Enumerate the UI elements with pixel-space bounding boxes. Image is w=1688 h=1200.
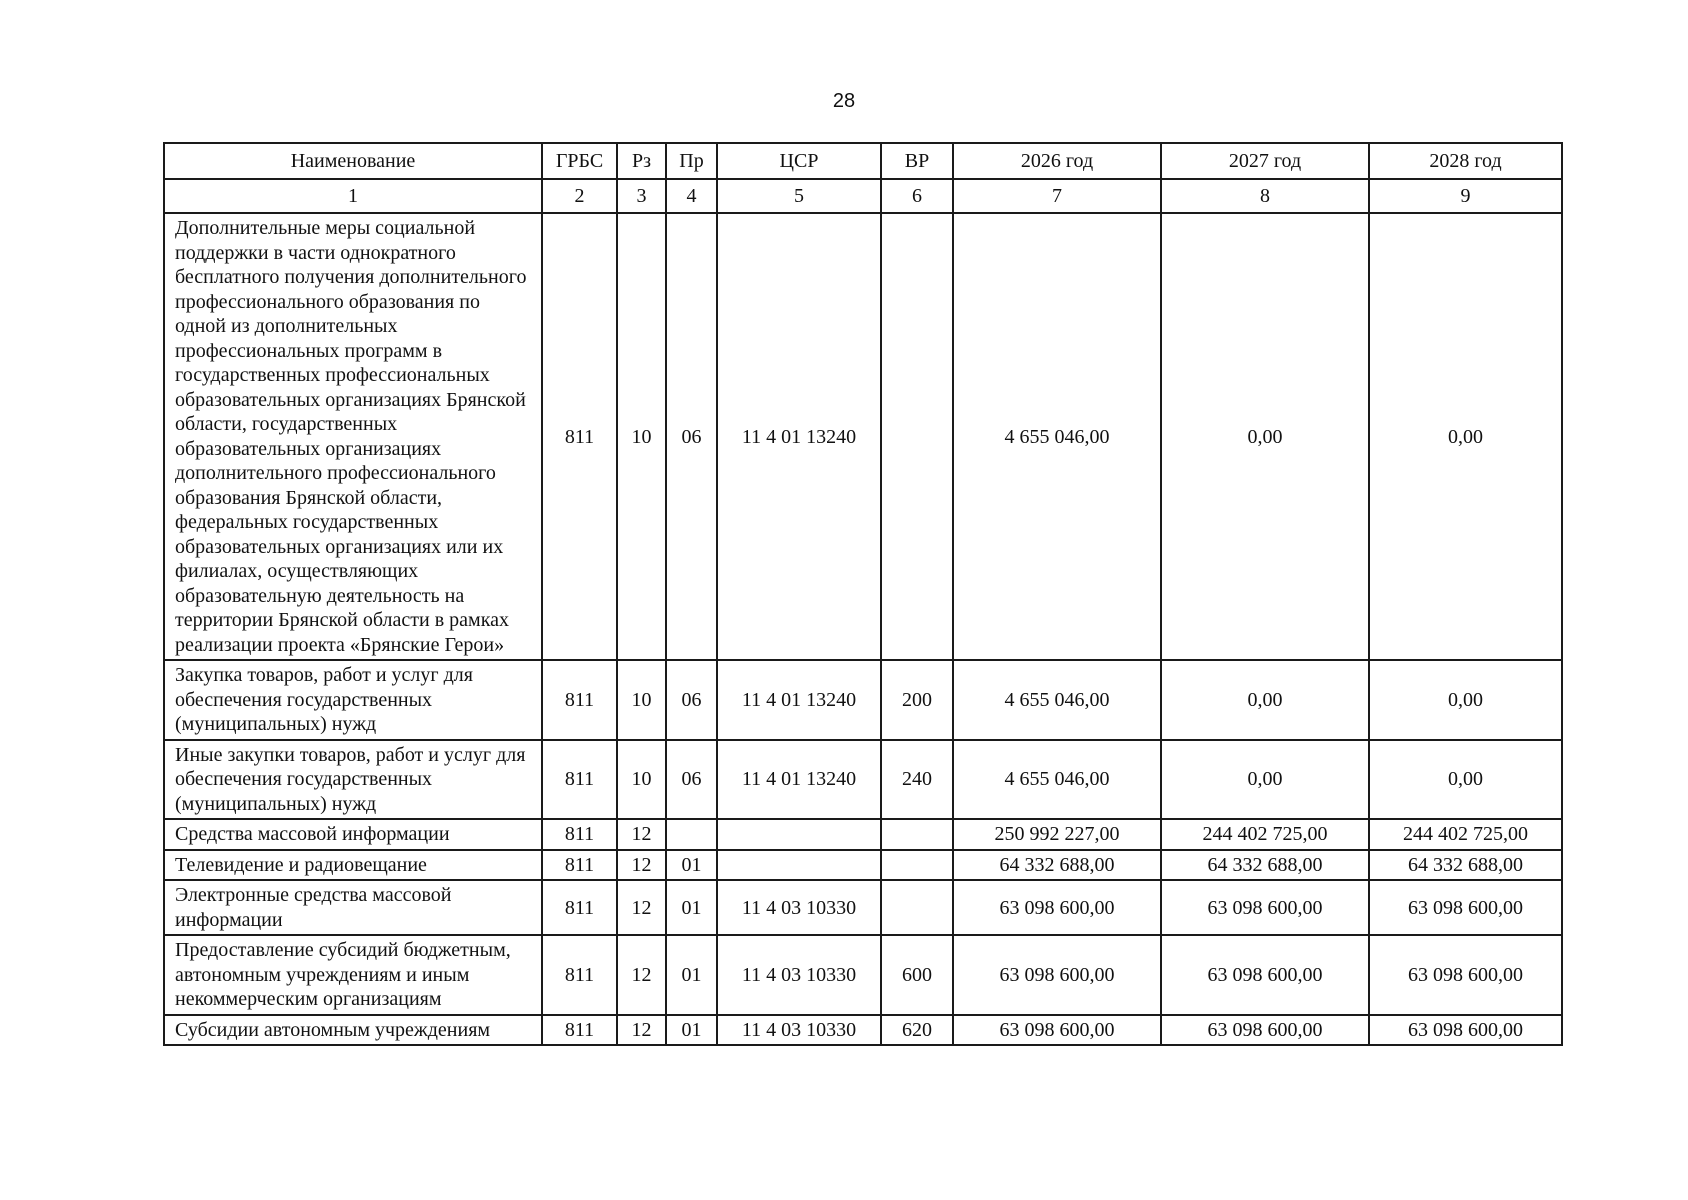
cell-pr: 01 — [666, 1015, 717, 1046]
cell-grbs: 811 — [542, 740, 617, 820]
column-number: 5 — [717, 179, 881, 213]
cell-rz: 12 — [617, 935, 666, 1015]
cell-name: Электронные средства массовой информации — [164, 880, 542, 935]
page-number: 28 — [832, 90, 856, 112]
cell-2027: 63 098 600,00 — [1161, 935, 1369, 1015]
cell-grbs: 811 — [542, 819, 617, 850]
cell-csr: 11 4 03 10330 — [717, 1015, 881, 1046]
header-name: Наименование — [164, 143, 542, 179]
cell-rz: 12 — [617, 850, 666, 881]
cell-vr: 620 — [881, 1015, 953, 1046]
header-csr: ЦСР — [717, 143, 881, 179]
cell-2026: 63 098 600,00 — [953, 880, 1161, 935]
cell-2027: 0,00 — [1161, 660, 1369, 740]
cell-2028: 63 098 600,00 — [1369, 1015, 1562, 1046]
cell-name: Предоставление субсидий бюджетным, автономным учреждениям и иным некоммерческим организациям — [164, 935, 542, 1015]
column-number-row — [164, 179, 1562, 213]
cell-2028: 63 098 600,00 — [1369, 935, 1562, 1015]
cell-vr — [881, 850, 953, 881]
cell-pr: 01 — [666, 850, 717, 881]
cell-2028: 0,00 — [1369, 660, 1562, 740]
cell-grbs: 811 — [542, 850, 617, 881]
cell-2026: 4 655 046,00 — [953, 213, 1161, 660]
cell-csr: 11 4 03 10330 — [717, 880, 881, 935]
cell-name: Средства массовой информации — [164, 819, 542, 850]
table-row — [164, 660, 1562, 740]
cell-rz: 10 — [617, 740, 666, 820]
cell-name: Телевидение и радиовещание — [164, 850, 542, 881]
cell-pr — [666, 819, 717, 850]
cell-csr: 11 4 01 13240 — [717, 660, 881, 740]
cell-csr — [717, 850, 881, 881]
column-number: 3 — [617, 179, 666, 213]
header-vr: ВР — [881, 143, 953, 179]
cell-2027: 0,00 — [1161, 213, 1369, 660]
cell-grbs: 811 — [542, 935, 617, 1015]
cell-2027: 0,00 — [1161, 740, 1369, 820]
cell-pr: 06 — [666, 213, 717, 660]
cell-csr — [717, 819, 881, 850]
cell-grbs: 811 — [542, 660, 617, 740]
cell-csr: 11 4 03 10330 — [717, 935, 881, 1015]
table-row — [164, 213, 1562, 660]
cell-vr — [881, 213, 953, 660]
header-pr: Пр — [666, 143, 717, 179]
cell-vr — [881, 880, 953, 935]
cell-2027: 63 098 600,00 — [1161, 1015, 1369, 1046]
cell-vr — [881, 819, 953, 850]
column-number: 7 — [953, 179, 1161, 213]
cell-2026: 63 098 600,00 — [953, 935, 1161, 1015]
cell-2028: 0,00 — [1369, 213, 1562, 660]
cell-rz: 12 — [617, 1015, 666, 1046]
cell-name: Дополнительные меры социальной поддержки в части однократного бесплатного получения дополнительного профессионального образования по одной из дополнительных профессиональных программ в государственных профессиональных образовательных организациях Брянской области, государственных образовательных организациях дополнительного профессионального образования Брянской области, федеральных государственных образовательных организациях или их филиалах, осуществляющих образовательную деятельность на территории Брянской области в рамках реализации проекта «Брянские Герои» — [164, 213, 542, 660]
cell-2026: 63 098 600,00 — [953, 1015, 1161, 1046]
cell-pr: 06 — [666, 660, 717, 740]
header-2028: 2028 год — [1369, 143, 1562, 179]
cell-2028: 0,00 — [1369, 740, 1562, 820]
table-row — [164, 850, 1562, 881]
cell-2028: 63 098 600,00 — [1369, 880, 1562, 935]
cell-pr: 01 — [666, 935, 717, 1015]
cell-vr: 240 — [881, 740, 953, 820]
cell-2026: 250 992 227,00 — [953, 819, 1161, 850]
cell-2028: 64 332 688,00 — [1369, 850, 1562, 881]
column-number: 4 — [666, 179, 717, 213]
cell-rz: 10 — [617, 660, 666, 740]
column-number: 1 — [164, 179, 542, 213]
cell-2026: 4 655 046,00 — [953, 660, 1161, 740]
cell-name: Субсидии автономным учреждениям — [164, 1015, 542, 1046]
header-rz: Рз — [617, 143, 666, 179]
cell-rz: 10 — [617, 213, 666, 660]
cell-vr: 200 — [881, 660, 953, 740]
cell-rz: 12 — [617, 819, 666, 850]
budget-table — [163, 142, 1563, 1046]
header-2026: 2026 год — [953, 143, 1161, 179]
cell-2026: 4 655 046,00 — [953, 740, 1161, 820]
cell-csr: 11 4 01 13240 — [717, 213, 881, 660]
cell-2028: 244 402 725,00 — [1369, 819, 1562, 850]
table-row — [164, 740, 1562, 820]
table-row — [164, 935, 1562, 1015]
table-row — [164, 1015, 1562, 1046]
table-row — [164, 880, 1562, 935]
cell-pr: 01 — [666, 880, 717, 935]
table-row — [164, 819, 1562, 850]
cell-grbs: 811 — [542, 213, 617, 660]
column-number: 9 — [1369, 179, 1562, 213]
column-number: 6 — [881, 179, 953, 213]
header-grbs: ГРБС — [542, 143, 617, 179]
cell-grbs: 811 — [542, 1015, 617, 1046]
cell-2026: 64 332 688,00 — [953, 850, 1161, 881]
cell-2027: 63 098 600,00 — [1161, 880, 1369, 935]
column-number: 2 — [542, 179, 617, 213]
cell-grbs: 811 — [542, 880, 617, 935]
cell-name: Иные закупки товаров, работ и услуг для обеспечения государственных (муниципальных) нужд — [164, 740, 542, 820]
cell-name: Закупка товаров, работ и услуг для обеспечения государственных (муниципальных) нужд — [164, 660, 542, 740]
cell-pr: 06 — [666, 740, 717, 820]
cell-rz: 12 — [617, 880, 666, 935]
cell-csr: 11 4 01 13240 — [717, 740, 881, 820]
cell-2027: 244 402 725,00 — [1161, 819, 1369, 850]
cell-vr: 600 — [881, 935, 953, 1015]
header-row — [164, 143, 1562, 179]
column-number: 8 — [1161, 179, 1369, 213]
header-2027: 2027 год — [1161, 143, 1369, 179]
cell-2027: 64 332 688,00 — [1161, 850, 1369, 881]
